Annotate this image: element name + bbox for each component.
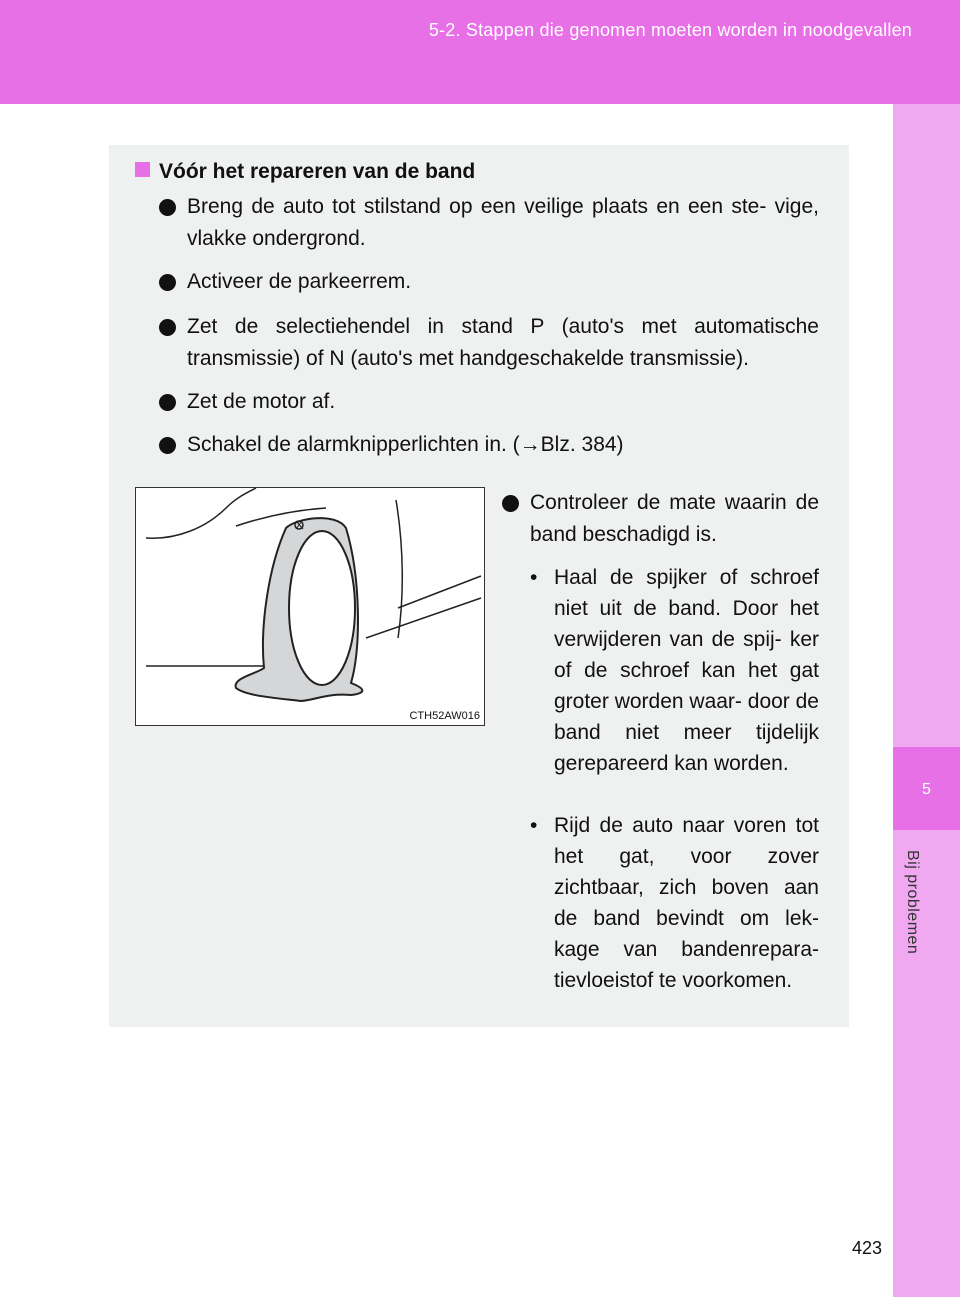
list-item bbox=[159, 386, 819, 418]
square-bullet-icon bbox=[135, 162, 150, 177]
list-item bbox=[159, 311, 819, 375]
list-item-text: Zet de selectiehendel in stand P (auto's met automatische transmissie) of N (auto's met handgeschakelde transmissie). bbox=[187, 315, 819, 370]
list-item bbox=[159, 191, 819, 255]
sub-list-item bbox=[530, 810, 819, 996]
list-item bbox=[159, 429, 819, 461]
page-number: 423 bbox=[851, 1238, 882, 1258]
sub-list-item-text: Rijd de auto naar voren tot het gat, voor zover zichtbaar, zich boven aan de band bevindt om lek- kage van bandenrepara- tievloeistof te voorkomen. bbox=[554, 814, 819, 992]
sub-bullet-mark: • bbox=[530, 566, 538, 589]
list-item bbox=[159, 266, 819, 298]
bullet-dot-icon bbox=[159, 394, 176, 411]
chapter-title: Bij problemen bbox=[904, 850, 921, 955]
section-title: 5-2. Stappen die genomen moeten worden in noodgevallen bbox=[428, 20, 912, 40]
bullet-dot-icon bbox=[159, 437, 176, 454]
chapter-number: 5 bbox=[922, 781, 931, 798]
bullet-dot-icon bbox=[159, 199, 176, 216]
tire-illustration bbox=[135, 487, 485, 726]
sub-list-item-text: Haal de spijker of schroef niet uit de band. Door het verwijderen van de spij- ker of de schroef kan het gat groter worden waar- door de band niet meer tijdelijk gerepareerd kan worden. bbox=[554, 566, 819, 775]
list-item-text: Controleer de mate waarin de band beschadigd is. bbox=[530, 491, 819, 546]
chapter-number-block[interactable] bbox=[893, 747, 960, 830]
section-heading bbox=[135, 160, 475, 184]
sub-list-item bbox=[530, 562, 819, 779]
bullet-dot-icon bbox=[502, 495, 519, 512]
chapter-side-tab bbox=[893, 104, 960, 1297]
section-heading-text: Vóór het repareren van de band bbox=[159, 160, 476, 183]
list-item bbox=[502, 487, 819, 551]
list-item-text: Activeer de parkeerrem. bbox=[187, 270, 412, 293]
list-item-text: Schakel de alarmknipperlichten in. (→Blz. 384) bbox=[187, 433, 624, 456]
figure-label: CTH52AW016 bbox=[409, 710, 480, 722]
list-item-text: Breng de auto tot stilstand op een veilige plaats en een ste- vige, vlakke ondergrond. bbox=[187, 195, 819, 250]
bullet-dot-icon bbox=[159, 274, 176, 291]
sub-bullet-mark: • bbox=[530, 814, 538, 837]
bullet-dot-icon bbox=[159, 319, 176, 336]
list-item-text: Zet de motor af. bbox=[187, 390, 336, 413]
tire-drawing bbox=[136, 488, 484, 725]
page-header bbox=[0, 0, 960, 104]
